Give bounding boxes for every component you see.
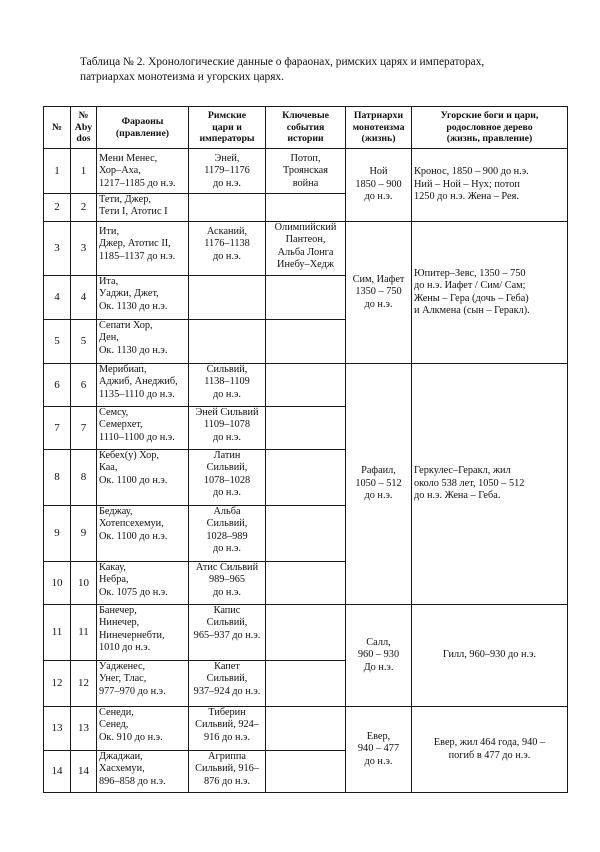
header-abydos: № Aby dos	[71, 107, 97, 149]
row-num: 14	[44, 751, 71, 793]
ugric-cell: Геркулес–Геракл, жил около 538 лет, 1050 – 512 до н.э. Жена – Геба.	[412, 364, 568, 605]
roman-cell: Сильвий, 1138–1109 до н.э.	[189, 364, 266, 407]
roman-cell: Тиберин Сильвий, 924– 916 до н.э.	[189, 707, 266, 751]
events-cell	[266, 707, 346, 751]
caption-line-2: патриархах монотеизма и угорских царях.	[80, 71, 284, 83]
events-cell	[266, 506, 346, 562]
row-abydos: 13	[71, 707, 97, 751]
row-abydos: 7	[71, 407, 97, 450]
ugric-cell: Евер, жил 464 года, 940 – погиб в 477 до н.э.	[412, 707, 568, 793]
row-abydos: 11	[71, 605, 97, 661]
ugric-cell: Юпитер–Зевс, 1350 – 750 до н.э. Иафет / Сим/ Сам; Жены – Гера (дочь – Геба) и Алкмена (сын – Геракл).	[412, 222, 568, 364]
header-roman: Римские цари и императоры	[189, 107, 266, 149]
events-cell	[266, 194, 346, 222]
row-num: 13	[44, 707, 71, 751]
row-abydos: 12	[71, 661, 97, 707]
row-abydos: 14	[71, 751, 97, 793]
roman-cell: Альба Сильвий, 1028–989 до н.э.	[189, 506, 266, 562]
roman-cell: Атис Сильвий 989–965 до н.э.	[189, 562, 266, 605]
table-row	[44, 364, 568, 407]
pharaoh-cell: Уадженес, Унег, Тлас, 977–970 до н.э.	[97, 661, 189, 707]
header-num: №	[44, 107, 71, 149]
table-header-row	[44, 107, 568, 149]
header-pharaohs: Фараоны (правление)	[97, 107, 189, 149]
row-abydos: 9	[71, 506, 97, 562]
pharaoh-cell: Сепати Хор, Ден, Ок. 1130 до н.э.	[97, 320, 189, 364]
row-abydos: 6	[71, 364, 97, 407]
header-patriarchs: Патриархи монотеизма (жизнь)	[346, 107, 412, 149]
row-num: 10	[44, 562, 71, 605]
row-abydos: 1	[71, 149, 97, 194]
pharaoh-cell: Ита, Уаджи, Джет, Ок. 1130 до н.э.	[97, 276, 189, 320]
row-abydos: 8	[71, 450, 97, 506]
events-cell	[266, 320, 346, 364]
events-cell: Потоп, Троянская война	[266, 149, 346, 194]
events-cell	[266, 751, 346, 793]
row-num: 3	[44, 222, 71, 276]
caption-line-1: Таблица № 2. Хронологические данные о фараонах, римских царях и императорах,	[80, 56, 485, 68]
row-abydos: 2	[71, 194, 97, 222]
pharaoh-cell: Какау, Небра, Ок. 1075 до н.э.	[97, 562, 189, 605]
pharaoh-cell: Ити, Джер, Атотис II, 1185–1137 до н.э.	[97, 222, 189, 276]
roman-cell	[189, 320, 266, 364]
pharaoh-cell: Беджау, Хотепсехемуи, Ок. 1100 до н.э.	[97, 506, 189, 562]
patriarch-cell: Салл, 960 – 930 До н.э.	[346, 605, 412, 707]
row-num: 7	[44, 407, 71, 450]
pharaoh-cell: Джаджаи, Хасхемуи, 896–858 до н.э.	[97, 751, 189, 793]
roman-cell: Капет Сильвий, 937–924 до н.э.	[189, 661, 266, 707]
row-num: 11	[44, 605, 71, 661]
events-cell	[266, 276, 346, 320]
roman-cell: Асканий, 1176–1138 до н.э.	[189, 222, 266, 276]
events-cell	[266, 450, 346, 506]
roman-cell: Эней, 1179–1176 до н.э.	[189, 149, 266, 194]
events-cell	[266, 407, 346, 450]
roman-cell: Латин Сильвий, 1078–1028 до н.э.	[189, 450, 266, 506]
row-abydos: 5	[71, 320, 97, 364]
events-cell	[266, 661, 346, 707]
header-events: Ключевые события истории	[266, 107, 346, 149]
table-row	[44, 707, 568, 751]
chronology-table	[43, 106, 568, 793]
table-caption	[80, 55, 550, 85]
header-ugric: Угорские боги и цари, родословное дерево (жизнь, правление)	[412, 107, 568, 149]
row-num: 8	[44, 450, 71, 506]
ugric-cell: Гилл, 960–930 до н.э.	[412, 605, 568, 707]
pharaoh-cell: Кебех(у) Хор, Каа, Ок. 1100 до н.э.	[97, 450, 189, 506]
patriarch-cell: Ной 1850 – 900 до н.э.	[346, 149, 412, 222]
row-num: 12	[44, 661, 71, 707]
roman-cell	[189, 276, 266, 320]
row-num: 4	[44, 276, 71, 320]
roman-cell: Капис Сильвий, 965–937 до н.э.	[189, 605, 266, 661]
table-row	[44, 222, 568, 276]
row-num: 9	[44, 506, 71, 562]
row-num: 5	[44, 320, 71, 364]
row-abydos: 3	[71, 222, 97, 276]
patriarch-cell: Евер, 940 – 477 до н.э.	[346, 707, 412, 793]
patriarch-cell: Сим, Иафет 1350 – 750 до н.э.	[346, 222, 412, 364]
ugric-cell: Кронос, 1850 – 900 до н.э. Ний – Ной – Нух; потоп 1250 до н.э. Жена – Рея.	[412, 149, 568, 222]
events-cell	[266, 364, 346, 407]
row-abydos: 4	[71, 276, 97, 320]
table-row	[44, 149, 568, 194]
row-num: 6	[44, 364, 71, 407]
row-num: 1	[44, 149, 71, 194]
pharaoh-cell: Тети, Джер, Тети I, Атотис I	[97, 194, 189, 222]
roman-cell: Агриппа Сильвий, 916– 876 до н.э.	[189, 751, 266, 793]
events-cell: Олимпийский Пантеон, Альба Лонга Инебу–Хедж	[266, 222, 346, 276]
events-cell	[266, 605, 346, 661]
roman-cell	[189, 194, 266, 222]
table-row	[44, 605, 568, 661]
row-num: 2	[44, 194, 71, 222]
patriarch-cell: Рафаил, 1050 – 512 до н.э.	[346, 364, 412, 605]
pharaoh-cell: Семсу, Семерхет, 1110–1100 до н.э.	[97, 407, 189, 450]
events-cell	[266, 562, 346, 605]
roman-cell: Эней Сильвий 1109–1078 до н.э.	[189, 407, 266, 450]
row-abydos: 10	[71, 562, 97, 605]
pharaoh-cell: Банечер, Нинечер, Нинечернебти, 1010 до н.э.	[97, 605, 189, 661]
pharaoh-cell: Сенеди, Сенед, Ок. 910 до н.э.	[97, 707, 189, 751]
pharaoh-cell: Мени Менес, Хор–Аха, 1217–1185 до н.э.	[97, 149, 189, 194]
pharaoh-cell: Мерибиап, Аджиб, Анеджиб, 1135–1110 до н.э.	[97, 364, 189, 407]
